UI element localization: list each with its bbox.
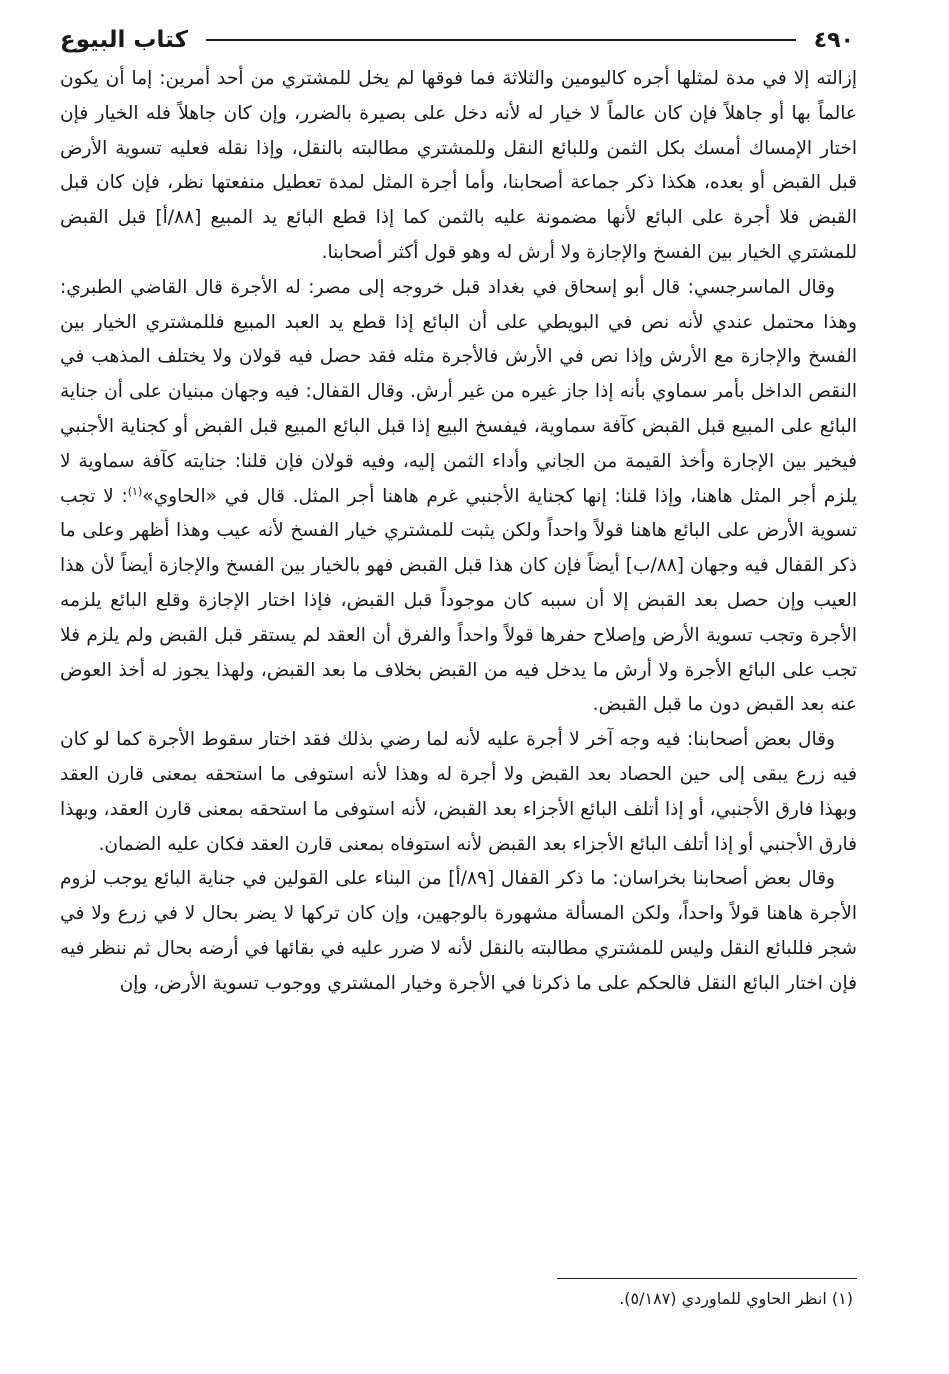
paragraph-2-part-2: : لا تجب تسوية الأرض على البائع هاهنا قولاً واحداً ولكن يثبت للمشتري خيار الفسخ لأنه عيب وهذا أظهر وعلى ما ذكر القفال فيه وجهان [٨٨/ب] أيضاً فإن كان هذا قبل القبض فهو بالخيار بين الفسخ والإجازة أيضاً لأن هذا العيب وإن حصل بعد القبض إلا أن سببه كان موجوداً قبل القبض، فإذا اختار الإجازة وقلع البائع يلزمه الأجرة وتجب تسوية الأرض وإصلاح حفرها قولاً واحداً والفرق أن العقد لم يستقر قبل القبض ولم يلزم فلا تجب على البائع الأجرة ولا أرش ما يدخل فيه من القبض بخلاف ما بعد القبض، ولهذا يجوز له أخذ العوض عنه بعد القبض دون ما قبل القبض. (60, 485, 857, 716)
body-text (60, 62, 857, 1002)
paragraph-4: وقال بعض أصحابنا بخراسان: ما ذكر القفال [٨٩/أ] من البناء على القولين في جناية البائع يوجب لزوم الأجرة هاهنا قولاً واحداً، ولكن المسألة مشهورة بالوجهين، وإن كان تركها لا يضر بحال لا في زرع ولا في شجر فللبائع النقل وليس للمشتري مطالبته بالنقل لأنه لا ضرر عليه في بقائها في أرضه بحال ثم ننظر فيه فإن اختار البائع النقل فالحكم على ما ذكرنا في الأجرة وخيار المشتري ووجوب تسوية الأرض، وإن (60, 868, 857, 994)
paragraph-1: إزالته إلا في مدة لمثلها أجره كاليومين والثلاثة فما فوقها لم يخل للمشتري من أحد أمرين: إما أن يكون عالماً بها أو جاهلاً فإن كان عالماً لا خيار له لأنه دخل على بصيرة بالضرر، وإن كان جاهلاً فله الخيار فإن اختار الإمساك أمسك بكل الثمن وللبائع النقل وللمشتري مطالبته بالنقل، وإذا نقله فعليه تسوية الأرض قبل القبض أو بعده، هكذا ذكر جماعة أصحابنا، وأما أجرة المثل لمدة تعطيل منفعتها نظر، فإن كان قبل القبض فلا أجرة على البائع لأنها مضمونة عليه بالثمن كما إذا قطع البائع يد المبيع [٨٨/أ] قبل القبض للمشتري الخيار بين الفسخ والإجازة ولا أرش له وهو قول أكثر أصحابنا. (60, 68, 857, 263)
header-rule (206, 39, 796, 41)
paragraph-2 (60, 271, 857, 723)
paragraph-2-part-1: وقال الماسرجسي: قال أبو إسحاق في بغداد قبل خروجه إلى مصر: له الأجرة قال القاضي الطبري: وهذا محتمل عندي لأنه نص في البويطي على أن البائع إذا قطع يد العبد المبيع فللمشتري الخيار بين الفسخ والإجازة مع الأرش وإذا نص في الأرش فالأجرة مثله فقد حصل فيه قولان ولا يختلف المذهب في النقص الداخل بأمر سماوي بأنه إذا جاز غيره من غير أرش. وقال القفال: فيه وجهان مبنيان على أن جناية البائع على المبيع قبل القبض كآفة سماوية، فيفسخ البيع إذا قبل البائع المبيع قبل القبض أو كجناية الأجنبي فيخير بين الإجارة وأخذ القيمة من الجاني وأداء الثمن إليه، وفيه قولان فإن قلنا: جنايته كآفة سماوية لا يلزم أجر المثل هاهنا، وإذا قلنا: إنها كجناية الأجنبي غرم هاهنا أجر المثل. قال في «الحاوي» (60, 276, 858, 507)
footnote-number: (١) (831, 1289, 853, 1308)
footnote-reference[interactable]: (١) (127, 484, 143, 498)
book-title: كتاب البيوع (60, 27, 188, 53)
page-header (60, 22, 854, 58)
footnote-text: انظر الحاوي للماوردي (٥/١٨٧). (619, 1289, 827, 1308)
paragraph-3: وقال بعض أصحابنا: فيه وجه آخر لا أجرة عليه لأنه لما رضي بذلك فقد اختار سقوط الأجرة كما لو كان فيه زرع يبقى إلى حين الحصاد بعد القبض ولا أجرة له وهذا لأنه استوفى ما استحقه بمعنى قارن العقد وبهذا فارق الأجنبي، أو إذا أتلف البائع الأجزاء بعد القبض، لأنه استوفى ما استحقه بمعنى قارن العقد، وبهذا فارق الأجنبي أو إذا أتلف البائع الأجزاء بعد القبض لأنه استوفاه بمعنى قارن العقد فكان عليه الضمان. (60, 729, 857, 855)
footnote (60, 1289, 853, 1308)
footnote-rule (557, 1278, 857, 1279)
page-number: ٤٩٠ (813, 27, 854, 53)
